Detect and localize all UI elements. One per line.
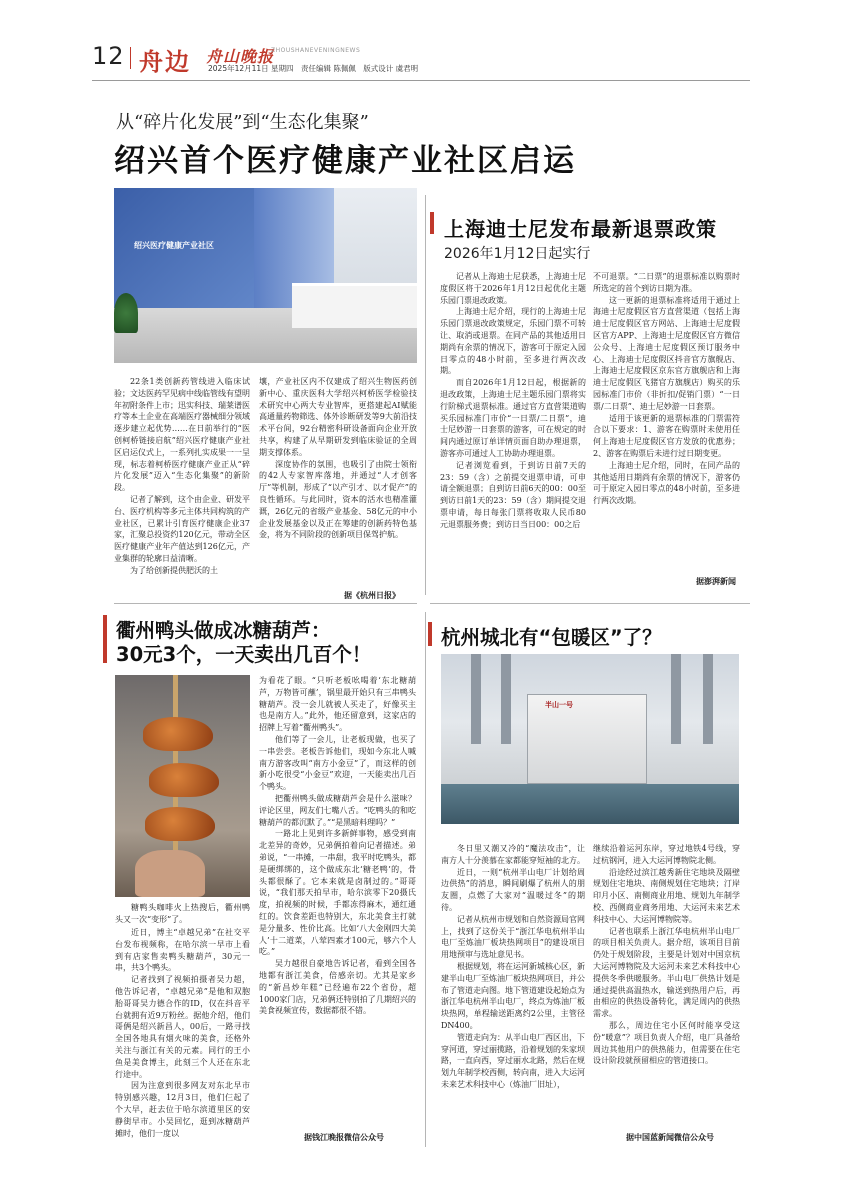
headline-accent-bar — [430, 212, 434, 234]
column-divider — [425, 612, 426, 1147]
headline-accent-bar — [428, 622, 432, 646]
heat-paragraph: 冬日里又潮又冷的“魔法攻击”，让南方人十分羡慕在家都能穿短袖的北方。 — [441, 844, 585, 865]
photo-pipe — [671, 654, 681, 744]
lead-paragraph: 记者了解到，这个由企业、研发平台、医疗机构等多元主体共同构筑的产业社区，已累计引育医疗健康企业37家，汇聚总投资约120亿元，带动全区医疗健康产业年产值达到126亿元，产业集群的轮廓日益清晰。 — [114, 494, 250, 563]
photo-turbine-label: 半山一号 — [545, 701, 573, 709]
disney-headline: 上海迪士尼发布最新退票政策 — [444, 217, 717, 241]
photo-pipe — [471, 654, 481, 744]
disney-paragraph: 不可退票。“二日票”的退票标准以购票时所选定的首个到访日期为准。 — [593, 272, 740, 293]
heat-source: 据中国蓝新闻微信公众号 — [626, 1133, 714, 1142]
duck-paragraph: 为看花了眼。“只听老板吆喝着‘东北糖葫芦，万物皆可蘸’，锅里最开始只有三串鸭头糖葫芦。没一会儿就被人买走了，好像买主也是南方人。”此外，他还留意到，这家店的招牌上写着“衢州鸭头”。 — [259, 676, 416, 733]
lead-kicker: 从“碎片化发展”到“生态化集聚” — [116, 112, 369, 133]
page-number: 12 — [92, 42, 125, 70]
duck-paragraph: 记者找到了视频拍摄者吴力超，他告诉记者，“卓越兄弟”是他和双胞胎哥哥吴力德合作的ID，仅在抖音平台就拥有近9万粉丝。据他介绍，他们哥俩是绍兴新昌人，00后，一路寻找全国各地具有烟火味的美食，还格外关注与浙江有关的元素。同行的王小鱼是美食博主，此刻三个人还在东北行途中。 — [115, 975, 250, 1079]
newspaper-english-name: ZHOUSHANEVENINGNEWS — [271, 47, 361, 54]
photo-sign-text: 绍兴医疗健康产业社区 — [134, 241, 214, 250]
photo-pipe — [501, 654, 511, 744]
heat-paragraph: 记者也联系上浙江华电杭州半山电厂的项目相关负责人。据介绍，该项目目前仍处于规划阶段，主要是计划对中国京杭大运河博物院及大运河未来艺术科技中心提供冬季供暖服务。半山电厂供热计划是通过提供高温热水，输送到热用户后，再由相应的供热设备转化，满足周内的供热需求。 — [593, 926, 740, 1019]
column-divider — [425, 195, 426, 595]
section-divider — [430, 603, 750, 604]
section-name: 舟边 — [139, 47, 191, 76]
disney-subhead: 2026年1月12日起实行 — [444, 246, 591, 262]
lead-paragraph: 壤，产业社区内不仅建成了绍兴生物医药创新中心、重庆医科大学绍兴柯桥医学检验技术研究中心两大专业智库，更搭建起AI赋能高通量药物筛选、体外诊断研发等9大前沿技术平台间，92台精密科研设备面向企业开放共享，构建了从早期研发到临床验证的全周期支撑体系。 — [259, 377, 417, 457]
disney-column-1 — [440, 271, 586, 531]
duck-paragraph: 吴力越很自豪地告诉记者，看到全国各地都有浙江美食，倍感亲切。尤其是家乡的“新昌炒年糕”已经遍布22个省份，超1000家门店，兄弟俩还特别拍了几期绍兴的美食视频宣传，数据都很不错。 — [259, 959, 416, 1016]
lead-source: 据《杭州日报》 — [344, 591, 400, 600]
issue-date: 2025年12月11日 星期四 — [208, 64, 294, 73]
disney-column-2 — [593, 271, 740, 507]
heat-headline: 杭州城北有“包暖区”了？ — [441, 626, 662, 649]
masthead-divider — [130, 47, 131, 69]
lead-column-1 — [114, 376, 250, 577]
photo-plant — [114, 293, 138, 333]
disney-paragraph: 而自2026年1月12日起，根据新的退改政策，上海迪士尼主题乐园门票将实行阶梯式退票标准。通过官方直营渠道购买乐园标准门市价“一日票/二日票”，迪士尼妙游一日套票的游客，可在规定的时间内通过原订单详情页面自助办理退票，游客亦可通过人工协助办理退票。 — [440, 378, 586, 458]
headline-accent-bar — [103, 615, 107, 663]
editor-credit: 责任编辑 陈佩佩 — [300, 64, 356, 73]
lead-headline: 绍兴首个医疗健康产业社区启运 — [114, 143, 576, 179]
duck-photo-caption — [115, 902, 250, 926]
duck-column-1 — [115, 927, 250, 1139]
duck-headline-line-1: 衢州鸭头做成冰糖葫芦： — [116, 619, 331, 642]
lead-paragraph: 深度协作的氛围，也吸引了由院士领衔的42人专家智库落地，并通过“人才创客厅”等机制，形成了“以产引才、以才促产”的良性循环。与此同时，资本的活水也精准灌溉，26亿元的省级产业基金、58亿元的中小企业发展基金以及正在筹建的创新药特色基金，将为不同阶段的创新项目保驾护航。 — [259, 459, 417, 540]
disney-paragraph: 适用于该更新的退票标准的门票需符合以下要求：1、游客在购票时未使用任何上海迪士尼度假区官方发放的优惠券；2、游客在购票后未进行过日期变更。 — [593, 413, 740, 458]
lead-paragraph: 22条1类创新药管线进入临床试验；文达医药罕见病中线临管线有望明年初附条件上市；迅实科技、瑞莱谱医疗等本土企业在高端医疗器械细分领域逐步建立起优势……在日前举行的“医创柯桥链接启航”绍兴医疗健康产业社区启运仪式上，一系列扎实成果一一呈现，标志着柯桥医疗健康产业正从“碎片化发展”迈入“生态化集聚”的新阶段。 — [114, 377, 250, 493]
duck-paragraph: 近日，博主“卓越兄弟”在社交平台发布视频称，在哈尔滨一早市上看到有店家售卖鸭头糖葫芦，30元一串，共3个鸭头。 — [115, 928, 250, 973]
newspaper-logo: 舟山晚报 — [206, 47, 275, 66]
photo-pipe — [703, 654, 713, 744]
lead-column-2 — [259, 376, 417, 541]
duck-paragraph: 他们等了一会儿，让老板现做，也买了一串尝尝。老板告诉他们，现如今东北人喊南方游客改叫“南方小金豆”了，而这样的创新小吃很受“小金豆”欢迎，一天能卖出几百个鸭头。 — [259, 734, 416, 792]
disney-paragraph: 上海迪士尼介绍，同时，在同产品的其他适用日期尚有余票的情况下，游客仍可于原定入园日零点的48小时前，至多进行两次改期。 — [593, 460, 740, 506]
heat-paragraph: 近日，一则“杭州半山电厂计划给周边供热”的消息，瞬间刷爆了杭州人的朋友圈，点燃了大家对“温暖过冬”的期待。 — [441, 867, 585, 912]
disney-paragraph: 这一更新的退票标准将适用于通过上海迪士尼度假区官方直营渠道（包括上海迪士尼度假区官方网站、上海迪士尼度假区官方APP、上海迪士尼度假区官方微信公众号、上海迪士尼度假区预订服务中心、上海迪士尼度假区抖音官方旗舰店、上海迪士尼度假区京东官方旗舰店和上海迪士尼度假区飞猪官方旗舰店）购买的乐园标准门市价（非折扣/促销门票）“一日票/二日票”、迪士尼妙游一日套票。 — [593, 295, 740, 411]
disney-paragraph: 记者从上海迪士尼获悉，上海迪士尼度假区将于2026年1月12日起优化主题乐园门票退改政策。 — [440, 272, 586, 305]
photo-duck-head — [145, 807, 215, 841]
duck-paragraph: 因为注意到很多网友对东北早市特别感兴趣，12月3日，他们仨起了个大早，赶去位于哈尔滨道里区的安静街早市。小吴回忆，逛到冰糖葫芦摊时，他们一度以 — [115, 1081, 250, 1138]
photo-floor — [441, 784, 739, 824]
heat-column-2 — [593, 843, 740, 1067]
photo-hand — [135, 850, 205, 897]
duck-photo — [115, 675, 250, 897]
duck-headline-line-2: 30元3个，一天卖出几百个！ — [116, 643, 372, 666]
section-divider — [114, 603, 417, 604]
disney-paragraph: 上海迪士尼介绍，现行的上海迪士尼乐园门票退改政策规定，乐园门票不可转让、取消或退票。在同产品的其他适用日期尚有余票的情况下，游客可于原定入园日零点的48小时前，至多进行两次改期。 — [440, 307, 586, 376]
heat-paragraph: 根据规划，将在运河新城核心区，新建半山电厂至炼油厂板块热网项目，并公布了管道走向图。地下管道建设起始点为浙江华电杭州半山电厂，终点为炼油厂板块热网，单程输送距离约2公里，主管径DN400。 — [441, 961, 585, 1030]
heat-paragraph: 管道走向为：从半山电厂西区出，下穿河道，穿过丽揽路，沿着规划的朱家坝路，一直向西，穿过丽水北路，然后在规划九年制学校西侧，转向南，进入大运河未来艺术科技中心（炼油厂旧址）， — [441, 1032, 585, 1089]
photo-duck-head — [149, 763, 219, 797]
caption-text: 糖鸭头咖啡火上热搜后，衢州鸭头又一次“变形”了。 — [115, 903, 250, 924]
duck-paragraph: 把衢州鸭头做成糖葫芦会是什么滋味？评论区里，网友们七嘴八舌。“吃鸭头的和吃糖葫芦的都沉默了。”“是黑暗料理吗？” — [259, 793, 416, 827]
heat-paragraph: 那么，周边住宅小区何时能享受这份“暖意”？项目负责人介绍，电厂具备给周边其他用户的供热能力，但需要在住宅设计阶段就预留相应的管道接口。 — [593, 1020, 740, 1066]
heat-photo — [441, 654, 739, 824]
photo-duck-head — [143, 717, 213, 751]
duck-paragraph: 一路北上见到许多新鲜事物，感受到南北差异的奇妙，兄弟俩拍着向记者描述。弟弟说，“一串摊，一串甜，我平时吃鸭头，都是硬绑绑的，这个做成东北‘糖老鸭’的，骨头都很酥了。它本来就是卤制过的。”哥哥说，“我们那天拍早市，哈尔滨零下20摄氏度，拍视频的时候，手都冻得麻木，通红通红的。饮食差距也特别大，东北美食主打就是分量多、性价比高。比如‘八大金刚四大美人’十二道菜，八荤四素才100元，够六个人吃。” — [259, 829, 416, 957]
heat-column-1 — [441, 843, 585, 1091]
heat-paragraph: 记者从杭州市规划和自然资源局官网上，找到了这份关于“浙江华电杭州半山电厂至炼油厂板块热网项目”的建设项目用地预审与选址意见书。 — [441, 914, 585, 960]
lead-paragraph: 为了给创新提供肥沃的土 — [130, 565, 218, 575]
masthead-rule — [92, 80, 750, 81]
photo-reception-desk — [292, 283, 417, 328]
heat-paragraph: 沿途经过滨江越秀新住宅地块及隔壁规划住宅地块、南侧规划住宅地块；汀岸印月小区、南侧商业用地、规划九年制学校、西侧商业商务用地、大运河未来艺术科技中心、大运河博物院等。 — [593, 867, 740, 924]
lead-photo — [114, 188, 417, 363]
duck-column-2 — [259, 675, 416, 1017]
disney-source: 据澎湃新闻 — [696, 577, 736, 586]
disney-paragraph: 记者浏览看到，于到访日前7天的23：59（含）之前提交退票申请，可申请全额退票；自到访日前6天的00：00至到访日前1天的23：59（含）期间提交退票申请，每日每张门票将收取人民币80元退票服务费；到访日当日00：00之后 — [440, 460, 586, 529]
duck-source: 据钱江晚报微信公众号 — [304, 1133, 384, 1142]
designer-credit: 版式设计 虞君明 — [363, 64, 419, 73]
heat-paragraph: 继续沿着运河东岸，穿过地铁4号线，穿过杭钢河，进入大运河博物院北侧。 — [593, 844, 740, 865]
masthead-info — [208, 63, 423, 74]
